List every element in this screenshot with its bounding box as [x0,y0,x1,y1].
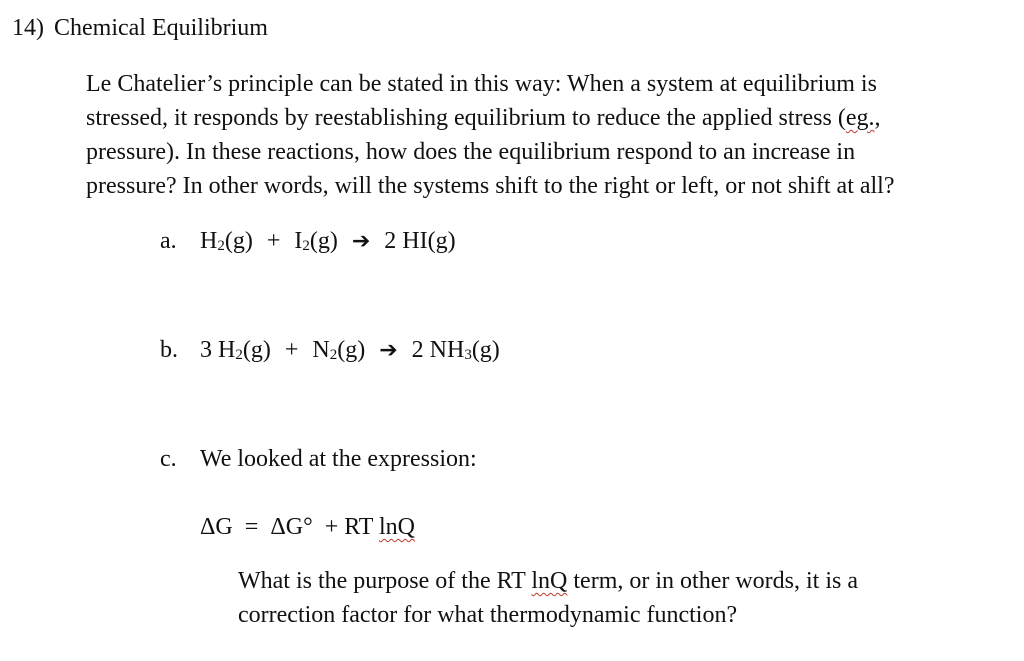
item-c-text: We looked at the expression: [200,446,477,472]
item-marker-a: a. [160,228,177,254]
plus-sign: + [266,228,281,254]
intro-line-3: pressure). In these reactions, how does the equilibrium respond to an increase in [86,139,856,165]
intro-eg-abbrev: eg. [845,105,875,131]
intro-line-4: pressure? In other words, will the systems shift to the right or left, or not shift at all? [86,173,895,199]
item-c [160,443,477,475]
section-title: Chemical Equilibrium [54,15,268,41]
intro-paragraph [86,67,986,203]
reaction-arrow-icon: ➔ [351,228,371,253]
equals-sign: = [244,514,259,540]
reactant-i2: $I_2(g)$ [294,228,338,254]
reaction-arrow-icon: ➔ [379,337,398,362]
question-line-2: correction factor for what thermodynamic function? [238,602,738,628]
plus-sign: + [284,337,299,363]
product-hi: 2 HI(g) [384,228,456,254]
expression-rt-term: + RT [324,514,380,540]
intro-line-1: Le Chatelier’s principle can be stated in this way: When a system at equilibrium is [86,71,877,97]
intro-line-2-comma: , [874,105,881,131]
gibbs-expression [200,511,415,543]
question-number: 14) [12,15,44,41]
expression-standard-term: ΔG° [270,514,313,540]
expression-lhs: ΔG [200,514,233,540]
reactant-3h2: 3 $H_2(g)$ [200,337,271,363]
reaction-b [160,334,500,366]
expression-lnq: lnQ [379,514,416,540]
reactant-h2: $H_2(g)$ [200,228,253,254]
intro-line-2-text: stressed, it responds by reestablishing equilibrium to reduce the applied stress ( [86,105,846,131]
follow-up-question [238,564,958,632]
question-line-1: What is the purpose of the RT lnQ term, or in other words, it is a [238,568,859,594]
question-lnq: lnQ [531,568,568,594]
section-heading [12,12,268,44]
product-nh3: 2 $NH_3(g)$ [411,337,500,363]
reactant-n2: $N_2(g)$ [312,337,366,363]
item-marker-c: c. [160,446,177,472]
item-marker-b: b. [160,337,178,363]
intro-line-2 [86,101,986,135]
reaction-a [160,225,456,257]
